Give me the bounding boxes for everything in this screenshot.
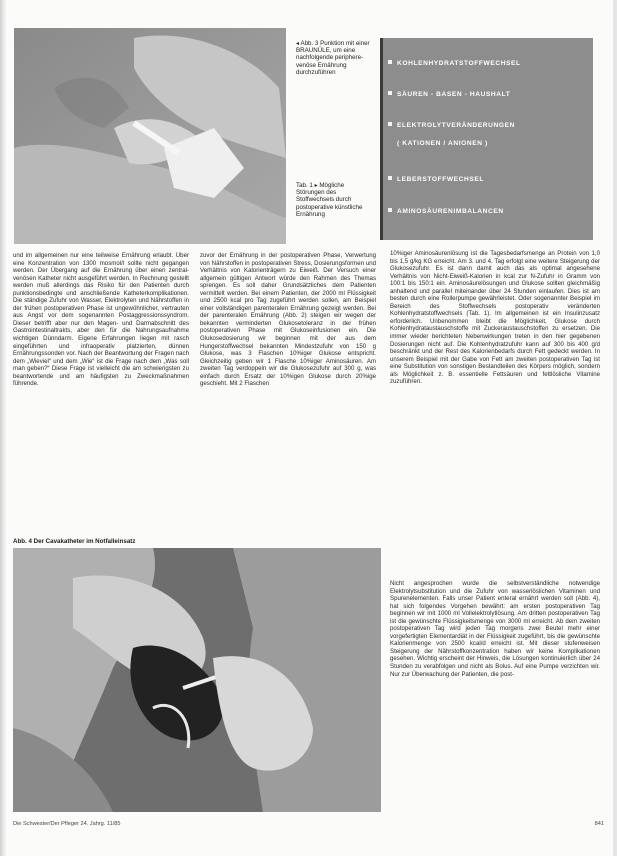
text-column-right-top: [390, 250, 600, 578]
figure-4-image: [13, 548, 381, 812]
text-column-left: [13, 252, 189, 514]
figure-3-caption: ◂ Abb. 3 Punktion mit einer BRAUNÜLE, um eine nachfolgende periphere-venöse Ernährung durchzuführen: [296, 40, 370, 76]
page-number: 841: [594, 821, 604, 827]
paragraph: zuvor der Ernährung in der postoperativen Phase, Verwertung von Nährstoffen in postoperativen Stress, Dosierungsformen und Verhältnis von Kalorienträgern zu Eiweiß. Der Versuch einer allgemein gültigen Antwort würde den Rahmen des Themas sprengen. Es soll daher Grundsätzliches dem Patienten vermittelt werden. Bei einem Patienten, der 2000 ml Flüssigkeit und 2500 kcal pro Tag zugeführt werden sollen, am Beispiel einer vollständigen parenteralen Ernährung gezeigt werden. Bei der parenteralen Ernährung (Abb. 2) steigen wir wegen der bekannten verminderten Glukosetoleranz in der frühen postoperativen Phase mit Glukoseinfusionen ein. Die Glukosedosierung wir beginnen mit der aus dem Hungerstoffwechsel bekannten Mindestzufuhr von 150 g Glukose, was 3 Flaschen 10%iger Glukose entspricht. Gleichzeitig geben wir 1 Flasche 10%iger Aminosäuren. Am zweiten Tag verdoppeln wir die Glukosezufuhr auf 300 g, was einfach durch Ersatz der 10%igen Glukose durch 20%ige geschieht. Mit 2 Flaschen: [200, 252, 376, 388]
bullet-icon: [388, 60, 392, 64]
paragraph: und im allgemeinen nur eine teilweise Ernährung erlaubt. Über eine Konzentration von 1300 mosmol/l sollte nicht gegangen werden. Der Übergang auf die Ernährung über einen zentral-venösen Katheter nicht ausgeführt werden. In Rechnung gestellt werden muß allerdings das Risiko für den Patienten durch punktionsbedingte und anschließende Katheterkomplikationen. Die ständige Zufuhr von Wasser, Elektrolyten und Nährstoffen in der frühen postoperativen Phase ist ungewöhnlicher, vertrauten aus Angst vor dem sogenannten Postaggressionssyndrom. Dieser betrifft aber nur den Magen- und Darmabschnitt des Gastrointestinaltrakts, aber den für die Nahrungsaufnahme wichtigen Dünndarm. Eigene Erfahrungen liegen mit rasch eingeführten und infraoperativ platzierten, dünnen Ernährungssonden vor. Nach der Beantwortung der Fragen nach dem „Wieviel“ und dem „Wie“ ist die Frage nach dem „Was soll man geben?“ Diese Frage ist vielleicht die am schwierigsten zu beantwortende und am häufigsten zu Zweckmaßnahmen führende.: [13, 252, 189, 388]
binding-shadow: [0, 0, 6, 856]
bullet-icon: [388, 122, 392, 126]
bullet-icon: [388, 208, 392, 212]
table-item: LEBERSTOFFWECHSEL: [397, 176, 587, 183]
figure-4-photo: [13, 548, 381, 812]
table-item: ELEKTROLYTVERÄNDERUNGEN: [397, 122, 587, 129]
table-1: [380, 38, 593, 240]
table-item: AMINOSÄURENIMBALANCEN: [397, 208, 587, 215]
figure-4-caption: Abb. 4 Der Cavakatheter im Notfalleinsatz: [13, 538, 136, 545]
text-column-right-bottom: [390, 580, 600, 812]
table-1-caption: Tab. 1 ▸ Mögliche Störungen des Stoffwechsels durch postoperative künstliche Ernährung: [296, 182, 363, 218]
figure-3-photo: [14, 28, 286, 244]
bullet-icon: [388, 91, 392, 95]
footer-journal: Die Schwester/Der Pfleger 24. Jahrg. 11/85: [13, 821, 121, 827]
paragraph: 10%iger Aminosäurenlösung ist die Tagesbedarfsmenge an Protein von 1,0 bis 1,5 g/kg KG erreicht. Am 3. und 4. Tag erfolgt eine weitere Steigerung der Glukosezufuhr. Es ist dann damit auch das als optimal angesehene Verhältnis von Nicht-Eiweiß-Kalorien in kcal zur N-Zufuhr in Gramm von 100:1 bis 150:1 ein. Aminosäurelösungen und Glukose sollten gleichmäßig anhaltend und parallel miteinander über 24 Stunden einlaufen. Dies ist am besten durch eine Rollerpumpe gewährleistet. Oder sogenannter Beispiel im Bereich des Stoffwechsels postoperativ veränderten Kohlenhydratstoffwechsels (Tab. 1). Im allgemeinen ist ein Insulinzusatz erforderlich. Unbenommen bleibt die Möglichkeit, Glukose durch Kohlenhydrataustauschstoffe mit Zuckeraustauschstoffen zu ersetzen. Die immer wieder berichteten Nebenwirkungen treten in den hier gegebenen Dosierungen nicht auf. Die Kohlenhydratzufuhr kann auf 300 bis 400 g/d beschränkt und der Rest des Kalorienbedarfs durch Fett gedeckt werden. In unserem Beispiel mit der Gabe von Fett am zweiten postoperativen Tag ist eine Substitution von sonstigen Bestandteilen des Körpers möglich, sondern als Möglichkeit z. B. essentielle Fettsäuren und fettlösliche Vitamine zuzuführen.: [390, 250, 600, 386]
paragraph: Nicht angesprochen wurde die selbstverständliche notwendige Elektrolytsubstitution und die Zufuhr von wasserlöslichen Vitaminen und Spurenelementen. Falls unser Patient enteral ernährt werden soll (Abb. 4), hat sich folgendes Vorgehen bewährt: am ersten postoperativen Tag beginnen wir mit 1000 ml Vollelektrolytlösung. Am dritten postoperativen Tag ist die gewünschte Flüssigkeitsmenge von 3000 ml erreicht. Ab dem zweiten postoperativen Tag wird jeden Tag morgens zwei Beutel mehr einer vorgefertigten Elementardiät in der Flüssigkeit zugeführt, bis die gewünschte Kalorienmenge von 2500 kcal/d erreicht ist. Mit dieser stufenweisen Steigerung der Nährstoffkonzentration haben wir keine Komplikationen gesehen. Wichtig erscheint der Hinweis, die Lösungen kontinuierlich über 24 Stunden zu verabfolgen und nicht als Bolus. Auf eine Pumpe verzichten wir. Nur zur Überwachung der Patienten, die post-: [390, 580, 600, 678]
text-column-middle: [200, 252, 376, 514]
page-edge: [613, 0, 617, 856]
figure-3-image: [14, 28, 286, 244]
bullet-icon: [388, 176, 392, 180]
table-item: KOHLENHYDRATSTOFFWECHSEL: [397, 60, 587, 67]
table-item-sub: ( KATIONEN / ANIONEN ): [397, 140, 488, 147]
table-item: SÄUREN - BASEN - HAUSHALT: [397, 91, 587, 98]
